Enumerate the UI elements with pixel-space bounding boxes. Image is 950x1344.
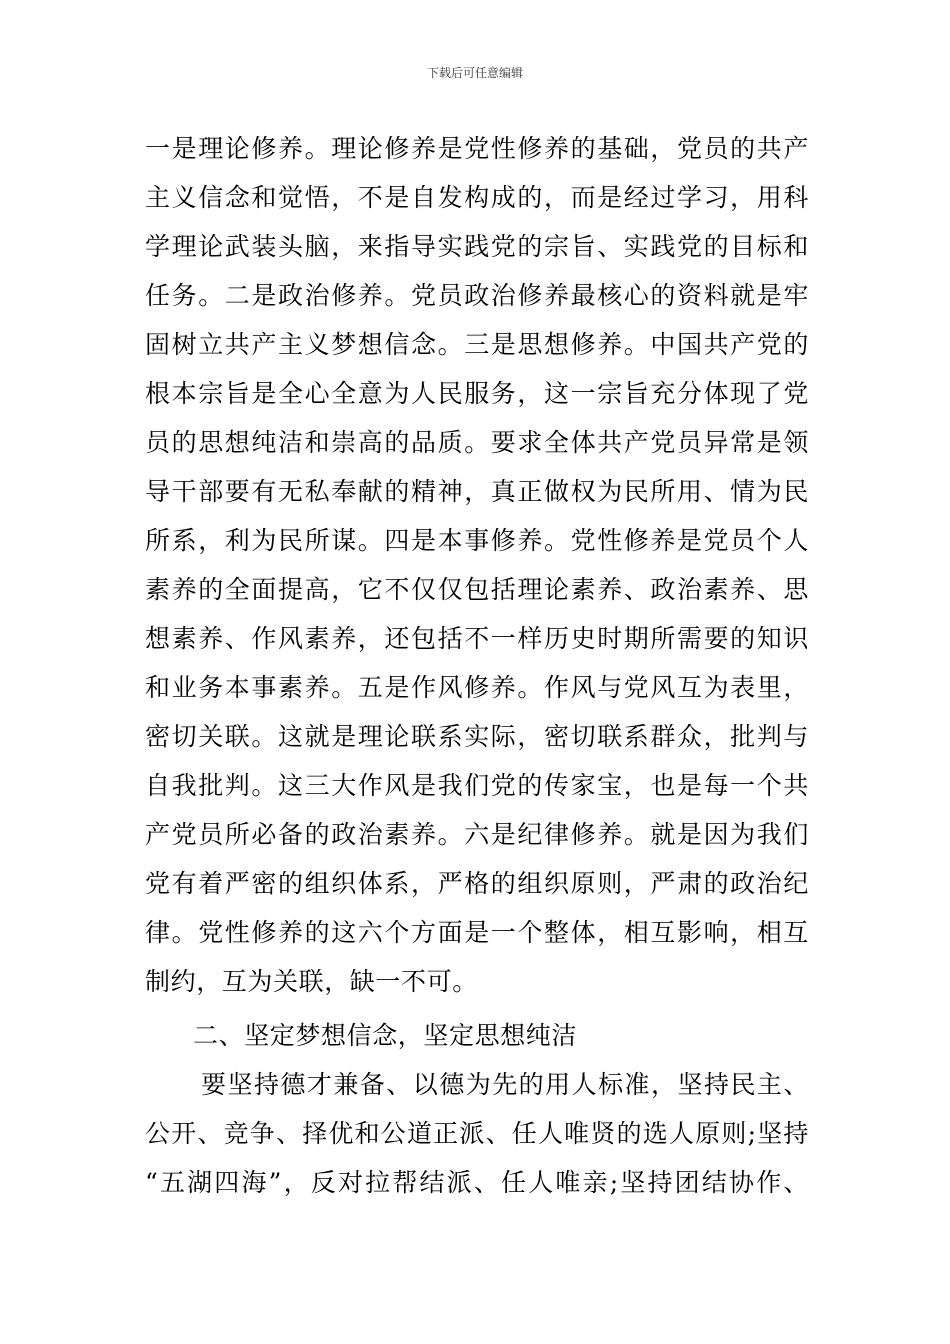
text-line: 主义信念和觉悟，不是自发构成的，而是经过学习，用科 [145, 183, 809, 212]
text-line: 和业务本事素养。五是作风修养。作风与党风互为表里， [145, 673, 809, 702]
text-line: “五湖四海”，反对拉帮结派、任人唯亲;坚持团结协作、 [145, 1168, 809, 1197]
document-body [145, 124, 809, 1207]
text-line: 一是理论修养。理论修养是党性修养的基础，党员的共产 [145, 134, 809, 163]
text-line: 密切关联。这就是理论联系实际，密切联系群众，批判与 [145, 722, 809, 751]
text-line: 学理论武装头脑，来指导实践党的宗旨、实践党的目标和 [145, 232, 809, 261]
text-line: 公开、竞争、择优和公道正派、任人唯贤的选人原则;坚持 [145, 1119, 809, 1148]
text-line: 产党员所必备的政治素养。六是纪律修养。就是因为我们 [145, 820, 809, 849]
section-heading: 二、坚定梦想信念，坚定思想纯洁 [193, 1021, 578, 1050]
text-line: 所系，利为民所谋。四是本事修养。党性修养是党员个人 [145, 526, 809, 555]
text-line: 任务。二是政治修养。党员政治修养最核心的资料就是牢 [145, 281, 809, 310]
text-line: 根本宗旨是全心全意为人民服务，这一宗旨充分体现了党 [145, 379, 809, 408]
text-line: 素养的全面提高，它不仅仅包括理论素养、政治素养、思 [145, 575, 809, 604]
text-line: 要坚持德才兼备、以德为先的用人标准，坚持民主、 [201, 1070, 809, 1099]
page-header: 下载后可任意编辑 [426, 66, 523, 80]
text-line: 自我批判。这三大作风是我们党的传家宝，也是每一个共 [145, 771, 809, 800]
text-line: 想素养、作风素养，还包括不一样历史时期所需要的知识 [145, 624, 809, 653]
text-line: 党有着严密的组织体系，严格的组织原则，严肃的政治纪 [145, 869, 809, 898]
text-line: 导干部要有无私奉献的精神，真正做权为民所用、情为民 [145, 477, 809, 506]
text-line: 制约，互为关联，缺一不可。 [145, 967, 478, 996]
text-line: 固树立共产主义梦想信念。三是思想修养。中国共产党的 [145, 330, 809, 359]
paragraph-2 [145, 1060, 809, 1207]
paragraph-1 [145, 124, 809, 1006]
text-line: 律。党性修养的这六个方面是一个整体，相互影响，相互 [145, 918, 809, 947]
text-line: 员的思想纯洁和崇高的品质。要求全体共产党员异常是领 [145, 428, 809, 457]
